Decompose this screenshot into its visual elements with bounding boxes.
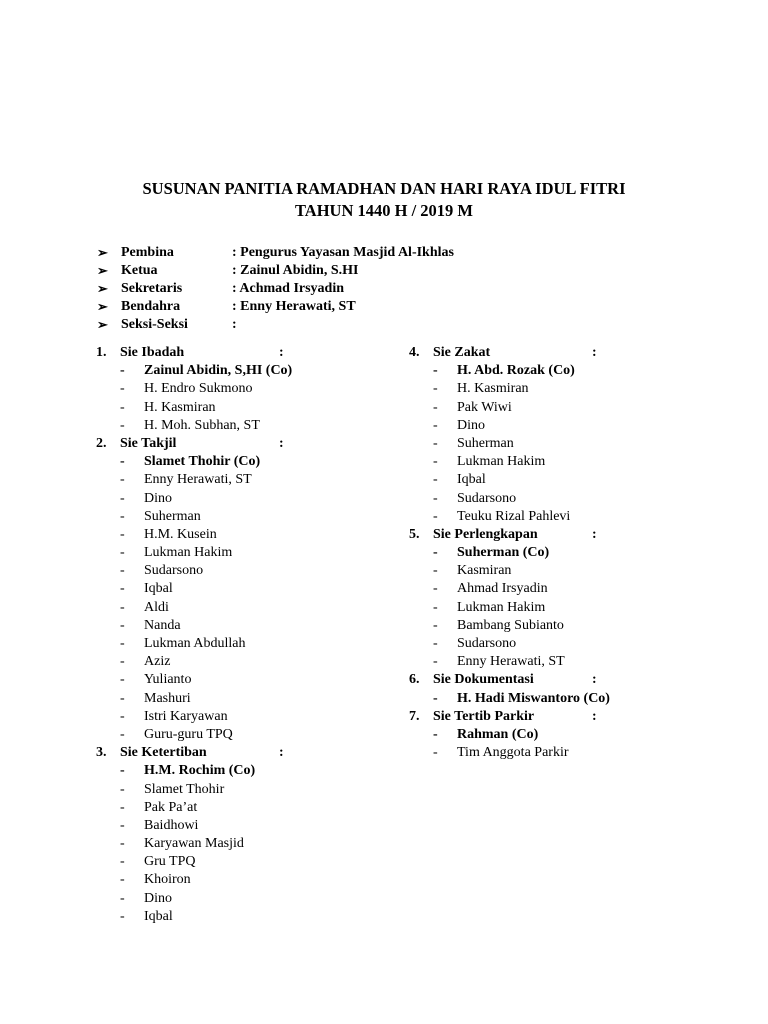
dash-bullet: - xyxy=(120,472,125,488)
member-item xyxy=(409,744,709,762)
member-name: Lukman Abdullah xyxy=(144,636,246,651)
member-item xyxy=(409,471,709,489)
coordinator-item xyxy=(96,453,376,471)
member-name: H. Moh. Subhan, ST xyxy=(144,417,260,433)
dash-bullet: - xyxy=(120,599,125,615)
member-name: Dino xyxy=(457,417,485,433)
section-number: 6. xyxy=(409,672,420,688)
member-name: Enny Herawati, ST xyxy=(457,654,565,670)
member-name: Tim Anggota Parkir xyxy=(457,745,569,761)
dash-bullet: - xyxy=(120,490,125,506)
member-item xyxy=(96,817,376,835)
member-name: Pak Wiwi xyxy=(457,399,512,415)
dash-bullet: - xyxy=(433,399,438,415)
section-number: 2. xyxy=(96,435,107,451)
member-item xyxy=(96,526,376,544)
dash-bullet: - xyxy=(120,381,125,397)
member-item xyxy=(409,435,709,453)
dash-bullet: - xyxy=(120,508,125,524)
coordinator-item xyxy=(409,726,709,744)
section-name: Sie Tertib Parkir xyxy=(433,708,535,724)
dash-bullet: - xyxy=(120,399,125,415)
member-item xyxy=(96,908,376,926)
member-name: Guru-guru TPQ xyxy=(144,726,233,742)
section-number: 5. xyxy=(409,526,420,542)
member-item xyxy=(409,635,709,653)
info-value: : Enny Herawati, ST xyxy=(232,299,356,314)
dash-bullet: - xyxy=(120,454,125,470)
member-item xyxy=(96,399,376,417)
info-value: : Pengurus Yayasan Masjid Al-Ikhlas xyxy=(232,245,454,260)
section-heading xyxy=(409,671,709,689)
section-colon: : xyxy=(592,345,597,360)
dash-bullet: - xyxy=(120,654,125,670)
section-name: Sie Ibadah xyxy=(120,345,185,360)
member-name: Enny Herawati, ST xyxy=(144,472,252,488)
member-name: Istri Karyawan xyxy=(144,708,228,724)
dash-bullet: - xyxy=(120,836,125,852)
member-name: Dino xyxy=(144,890,172,906)
member-name: Dino xyxy=(144,490,172,506)
arrowhead-bullet-icon: ➢ xyxy=(97,299,108,314)
section-name: Sie Dokumentasi xyxy=(433,672,534,688)
member-name: Karyawan Masjid xyxy=(144,836,244,852)
dash-bullet: - xyxy=(120,854,125,870)
member-item xyxy=(96,835,376,853)
member-name: Lukman Hakim xyxy=(457,599,546,615)
member-name: Iqbal xyxy=(144,908,173,924)
dash-bullet: - xyxy=(120,636,125,651)
dash-bullet: - xyxy=(120,672,125,688)
member-item xyxy=(96,671,376,689)
member-name: Pak Pa’at xyxy=(144,799,198,815)
dash-bullet: - xyxy=(433,435,438,451)
section-heading xyxy=(96,435,376,453)
dash-bullet: - xyxy=(433,745,438,761)
section-heading xyxy=(409,708,709,726)
member-item xyxy=(96,490,376,508)
member-name: Aziz xyxy=(144,654,171,670)
member-name: Suherman (Co) xyxy=(457,545,550,561)
member-item xyxy=(409,562,709,580)
member-name: H. Kasmiran xyxy=(144,399,216,415)
info-label: Seksi-Seksi xyxy=(121,317,188,332)
dash-bullet: - xyxy=(120,708,125,724)
member-item xyxy=(96,599,376,617)
member-item xyxy=(96,544,376,562)
info-value: : Zainul Abidin, S.HI xyxy=(232,263,359,278)
member-name: Khoiron xyxy=(144,872,191,888)
dash-bullet: - xyxy=(433,508,438,524)
member-item xyxy=(96,890,376,908)
member-item xyxy=(96,508,376,526)
dash-bullet: - xyxy=(120,526,125,542)
dash-bullet: - xyxy=(120,581,125,597)
dash-bullet: - xyxy=(120,545,125,561)
member-item xyxy=(96,471,376,489)
dash-bullet: - xyxy=(433,599,438,615)
member-item xyxy=(96,653,376,671)
member-item xyxy=(96,871,376,889)
dash-bullet: - xyxy=(120,799,125,815)
member-name: Teuku Rizal Pahlevi xyxy=(457,508,571,524)
member-name: Sudarsono xyxy=(457,490,517,506)
sections-column-right xyxy=(409,344,709,762)
info-value: : Achmad Irsyadin xyxy=(232,281,345,296)
member-name: H. Hadi Miswantoro (Co) xyxy=(457,690,610,706)
sections-column-left xyxy=(96,344,376,926)
section-heading xyxy=(96,744,376,762)
member-name: Zainul Abidin, S,HI (Co) xyxy=(144,363,293,379)
member-name: Slamet Thohir xyxy=(144,781,225,797)
section-colon: : xyxy=(592,708,597,724)
section-colon: : xyxy=(279,345,284,360)
dash-bullet: - xyxy=(120,872,125,888)
info-value: : xyxy=(232,317,237,332)
dash-bullet: - xyxy=(120,726,125,742)
arrowhead-bullet-icon: ➢ xyxy=(97,317,108,332)
dash-bullet: - xyxy=(120,363,125,379)
member-item xyxy=(96,781,376,799)
member-name: Mashuri xyxy=(144,690,191,706)
member-name: H. Kasmiran xyxy=(457,381,529,397)
member-name: Lukman Hakim xyxy=(144,545,233,561)
dash-bullet: - xyxy=(433,490,438,506)
member-item xyxy=(409,453,709,471)
dash-bullet: - xyxy=(120,781,125,797)
section-name: Sie Zakat xyxy=(433,345,491,360)
member-name: Suherman xyxy=(144,508,201,524)
dash-bullet: - xyxy=(433,726,438,742)
member-name: H. Endro Sukmono xyxy=(144,381,253,397)
member-item xyxy=(96,708,376,726)
member-item xyxy=(409,653,709,671)
member-item xyxy=(409,490,709,508)
member-item xyxy=(96,853,376,871)
section-heading xyxy=(409,526,709,544)
arrowhead-bullet-icon: ➢ xyxy=(97,263,108,278)
member-item xyxy=(409,580,709,598)
member-item xyxy=(409,617,709,635)
member-name: Suherman xyxy=(457,435,514,451)
section-number: 7. xyxy=(409,708,420,724)
document-title: SUSUNAN PANITIA RAMADHAN DAN HARI RAYA IDUL FITRI xyxy=(142,179,626,198)
member-item xyxy=(96,617,376,635)
section-heading xyxy=(96,344,376,362)
section-name: Sie Takjil xyxy=(120,435,177,451)
dash-bullet: - xyxy=(120,417,125,433)
member-name: Slamet Thohir (Co) xyxy=(144,454,261,470)
member-item xyxy=(96,580,376,598)
dash-bullet: - xyxy=(120,690,125,706)
member-name: H.M. Kusein xyxy=(144,526,217,542)
section-number: 1. xyxy=(96,345,107,360)
member-name: H. Abd. Rozak (Co) xyxy=(457,363,575,379)
member-item xyxy=(96,562,376,580)
info-label: Bendahra xyxy=(121,299,181,314)
section-name: Sie Perlengkapan xyxy=(433,526,538,542)
dash-bullet: - xyxy=(433,581,438,597)
member-item xyxy=(96,380,376,398)
dash-bullet: - xyxy=(120,890,125,906)
section-number: 4. xyxy=(409,345,420,360)
dash-bullet: - xyxy=(120,908,125,924)
section-colon: : xyxy=(279,435,284,451)
dash-bullet: - xyxy=(433,454,438,470)
coordinator-item xyxy=(409,544,709,562)
section-colon: : xyxy=(592,526,597,542)
section-name: Sie Ketertiban xyxy=(120,745,207,761)
section-colon: : xyxy=(592,672,597,688)
member-item xyxy=(96,799,376,817)
coordinator-item xyxy=(409,362,709,380)
member-item xyxy=(409,380,709,398)
dash-bullet: - xyxy=(433,472,438,488)
dash-bullet: - xyxy=(433,381,438,397)
member-name: Lukman Hakim xyxy=(457,454,546,470)
member-item xyxy=(96,726,376,744)
member-name: Baidhowi xyxy=(144,817,199,833)
member-item xyxy=(409,599,709,617)
member-name: Nanda xyxy=(144,617,181,633)
member-item xyxy=(96,417,376,435)
dash-bullet: - xyxy=(120,817,125,833)
member-name: Kasmiran xyxy=(457,563,512,579)
member-name: H.M. Rochim (Co) xyxy=(144,763,256,779)
member-name: Iqbal xyxy=(457,472,486,488)
member-name: Sudarsono xyxy=(144,563,204,579)
dash-bullet: - xyxy=(433,636,438,651)
dash-bullet: - xyxy=(120,617,125,633)
coordinator-item xyxy=(96,762,376,780)
arrowhead-bullet-icon: ➢ xyxy=(97,281,108,296)
member-item xyxy=(96,635,376,653)
member-name: Gru TPQ xyxy=(144,854,196,870)
member-name: Iqbal xyxy=(144,581,173,597)
dash-bullet: - xyxy=(120,563,125,579)
arrowhead-bullet-icon: ➢ xyxy=(97,245,108,260)
section-number: 3. xyxy=(96,745,107,761)
section-colon: : xyxy=(279,745,284,761)
dash-bullet: - xyxy=(433,617,438,633)
dash-bullet: - xyxy=(120,763,125,779)
dash-bullet: - xyxy=(433,417,438,433)
member-name: Yulianto xyxy=(144,672,192,688)
member-name: Bambang Subianto xyxy=(457,617,564,633)
dash-bullet: - xyxy=(433,363,438,379)
member-name: Sudarsono xyxy=(457,636,517,651)
document-subtitle: TAHUN 1440 H / 2019 M xyxy=(295,201,473,220)
dash-bullet: - xyxy=(433,654,438,670)
dash-bullet: - xyxy=(433,563,438,579)
coordinator-item xyxy=(409,690,709,708)
section-heading xyxy=(409,344,709,362)
info-label: Sekretaris xyxy=(121,281,183,296)
member-item xyxy=(409,508,709,526)
info-label: Ketua xyxy=(121,263,158,278)
member-name: Aldi xyxy=(144,599,169,615)
dash-bullet: - xyxy=(433,690,438,706)
dash-bullet: - xyxy=(433,545,438,561)
member-name: Ahmad Irsyadin xyxy=(457,581,548,597)
member-item xyxy=(409,417,709,435)
member-item xyxy=(409,399,709,417)
member-item xyxy=(96,690,376,708)
coordinator-item xyxy=(96,362,376,380)
info-label: Pembina xyxy=(121,245,174,260)
member-name: Rahman (Co) xyxy=(457,726,539,742)
